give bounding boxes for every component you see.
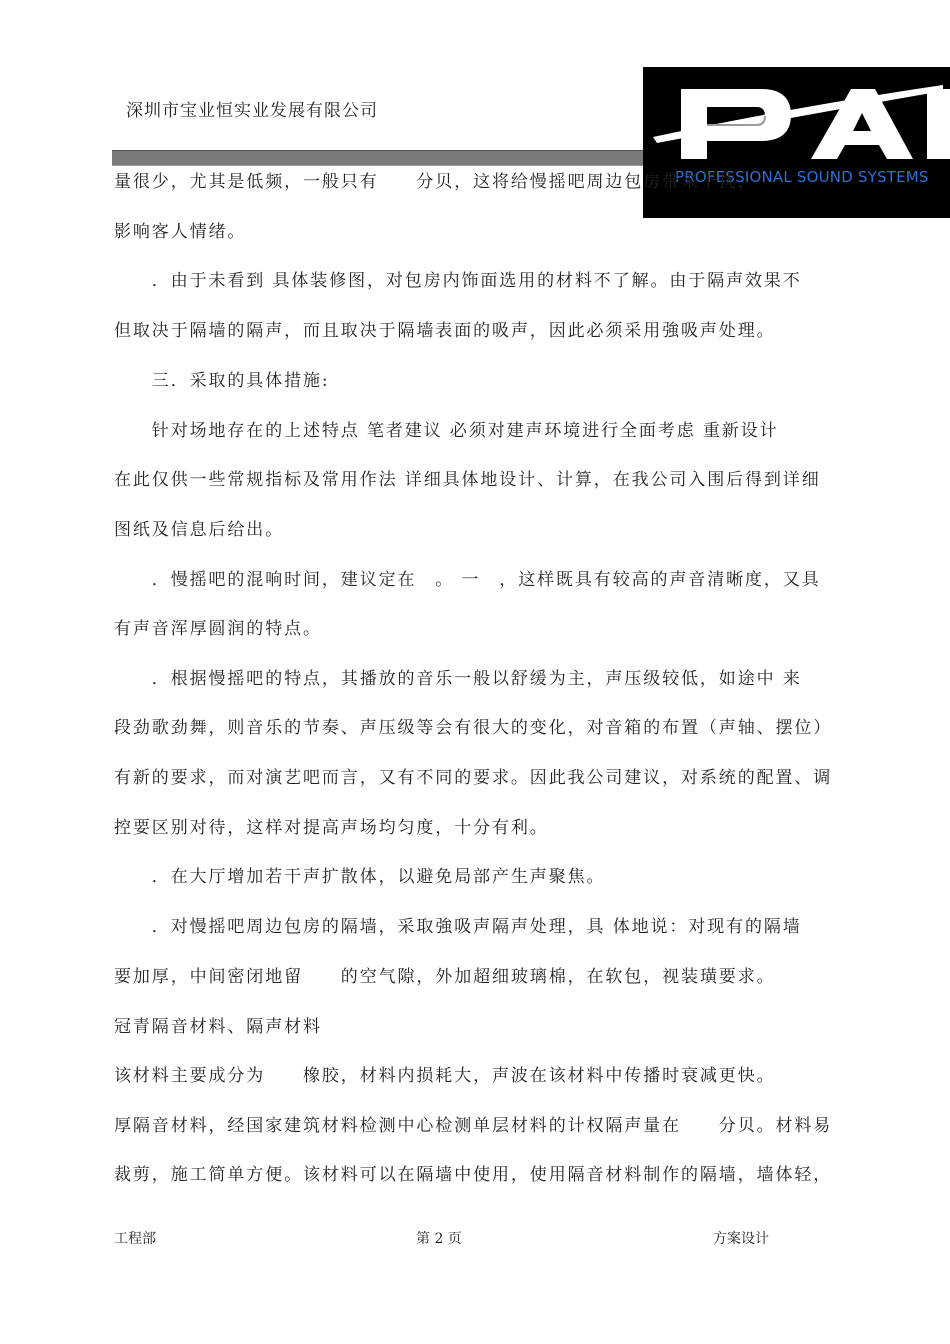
body-line: 裁剪，施工简单方便。该材料可以在隔墙中使用，使用隔音材料制作的隔墙，墙体轻，	[114, 1165, 833, 1185]
pal-logo	[643, 67, 950, 218]
logo-tagline: PROFESSIONAL SOUND SYSTEMS	[675, 168, 929, 186]
body-line: ．对慢摇吧周边包房的隔墙，采取強吸声隔声处理，具 体地说：对现有的隔墙	[114, 917, 802, 937]
body-line: 图纸及信息后给出。	[114, 520, 285, 540]
body-line: ．慢摇吧的混响时间，建议定在 。 一 ，这样既具有较高的声音清晰度，又具	[114, 570, 821, 590]
section-heading: 三．采取的具体措施:	[114, 371, 330, 391]
company-name: 深圳市宝业恒实业发展有限公司	[126, 101, 378, 121]
subheading: 冠青隔音材料、隔声材料	[114, 1017, 322, 1037]
body-line: 控要区别对待，这样对提高声场均匀度，十分有利。	[114, 818, 549, 838]
body-line: ．在大厅增加若干声扩散体，以避免局部产生声聚焦。	[114, 867, 606, 887]
logo-letter-a	[811, 89, 913, 159]
body-line: ．根据慢摇吧的特点，其播放的音乐一般以舒缓为主，声压级较低，如途中 来	[114, 669, 802, 689]
pal-logo-graphic	[643, 67, 950, 218]
body-line: 有新的要求，而对演艺吧而言，又有不同的要求。因此我公司建议，对系统的配置、调	[114, 768, 833, 788]
body-line: 该材料主要成分为 橡胶，材料内损耗大，声波在该材料中传播时衰减更快。	[114, 1066, 776, 1086]
body-line: 但取决于隔墙的隔声，而且取决于隔墙表面的吸声，因此必须采用強吸声处理。	[114, 321, 776, 341]
body-line: 在此仅供一些常规指标及常用作法 详细具体地设计、计算，在我公司入围后得到详细	[114, 470, 821, 490]
body-line: 段劲歌劲舞，则音乐的节奏、声压级等会有很大的变化，对音箱的布置（声轴、摆位）	[114, 718, 833, 738]
logo-letter-l	[927, 89, 950, 159]
body-line: 要加厚，中间密闭地留 的空气隙，外加超细玻璃棉，在软包，视装璜要求。	[114, 967, 776, 987]
body-line: ．由于未看到 具体装修图，对包房内饰面选用的材料不了解。由于隔声效果不	[114, 271, 802, 291]
body-line: 影响客人情绪。	[114, 222, 247, 242]
footer-page-number: 第 2 页	[416, 1231, 462, 1247]
footer-department: 工程部	[114, 1231, 156, 1247]
body-line: 有声音浑厚圆润的特点。	[114, 619, 322, 639]
body-line: 量很少，尤其是低频，一般只有 分贝，这将给慢摇吧周边包房带来干扰，	[114, 172, 757, 192]
body-line: 针对场地存在的上述特点 笔者建议 必须对建声环境进行全面考虑 重新设计	[114, 421, 779, 441]
footer-section: 方案设计	[713, 1231, 769, 1247]
body-line: 厚隔音材料，经国家建筑材料检测中心检测单层材料的计权隔声量在 分贝。材料易	[114, 1116, 833, 1136]
